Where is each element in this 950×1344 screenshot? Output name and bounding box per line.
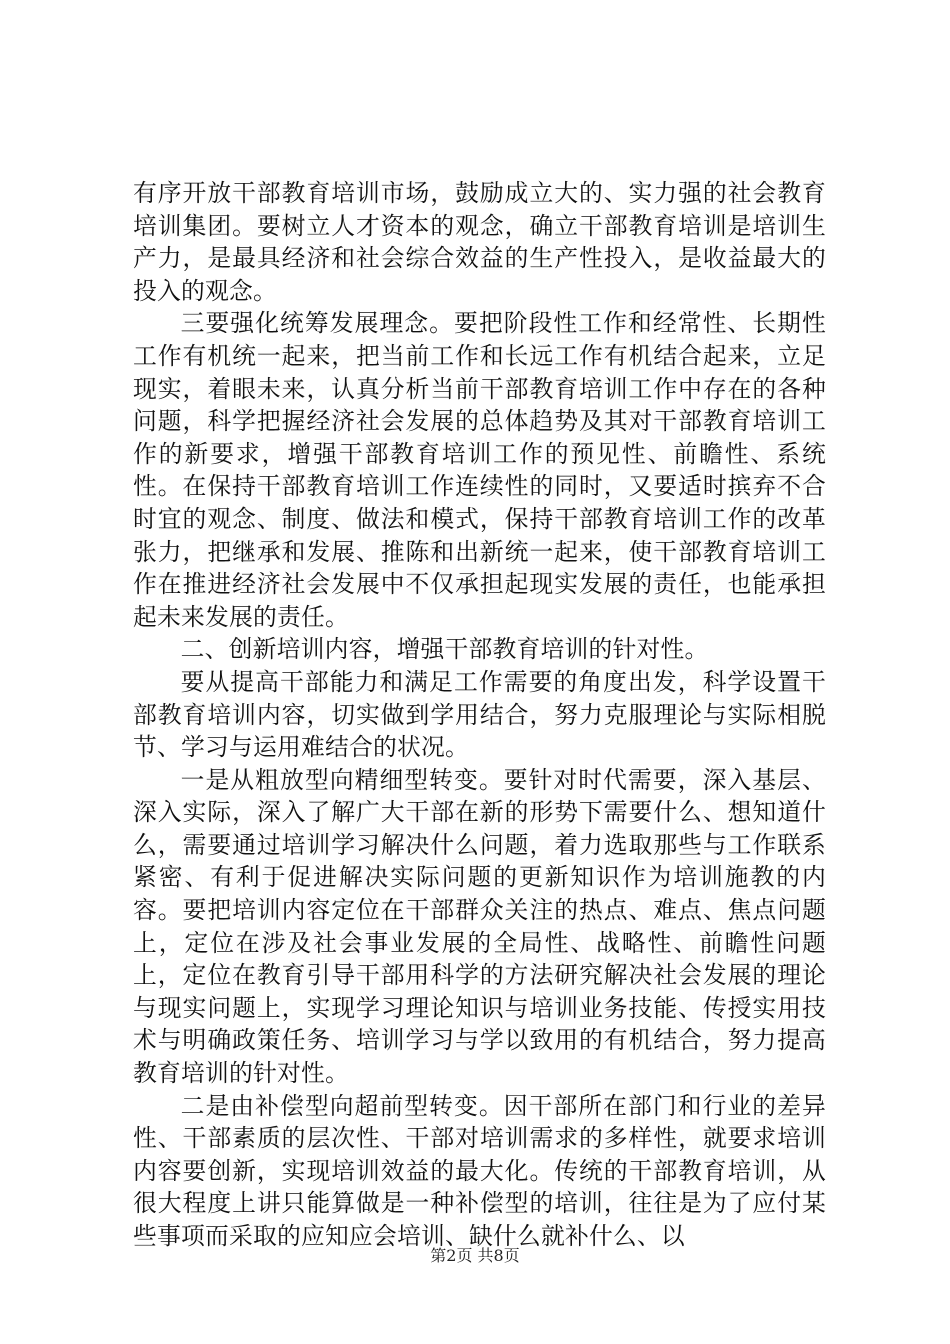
document-body (133, 177, 826, 1253)
paragraph-coordinated-development: 三要强化统筹发展理念。要把阶段性工作和经常性、长期性工作有机统一起来，把当前工作和长远工作有机结合起来，立足现实，着眼未来，认真分析当前干部教育培训工作中存在的各种问题，科学把握经济社会发展的总体趋势及其对干部教育培训工作的新要求，增强干部教育培训工作的预见性、前瞻性、系统性。在保持干部教育培训工作连续性的同时，又要适时摈弃不合时宜的观念、制度、做法和模式，保持干部教育培训工作的改革张力，把继承和发展、推陈和出新统一起来，使干部教育培训工作在推进经济社会发展中不仅承担起现实发展的责任，也能承担起未来发展的责任。 (133, 309, 826, 631)
page-footer: 第2页 共8页 (430, 1246, 520, 1265)
paragraph-forward-looking-transition: 二是由补偿型向超前型转变。因干部所在部门和行业的差异性、干部素质的层次性、干部对培训需求的多样性，就要求培训内容要创新，实现培训效益的最大化。传统的干部教育培训，从很大程度上讲只能算做是一种补偿型的培训，往往是为了应付某些事项而采取的应知应会培训、缺什么就补什么、以 (133, 1091, 826, 1250)
section-heading-training-content: 二、创新培训内容，增强干部教育培训的针对性。 (180, 635, 709, 664)
paragraph-refined-transition: 一是从粗放型向精细型转变。要针对时代需要，深入基层、深入实际，深入了解广大干部在新的形势下需要什么、想知道什么，需要通过培训学习解决什么问题，着力选取那些与工作联系紧密、有利于促进解决实际问题的更新知识作为培训施教的内容。要把培训内容定位在干部群众关注的热点、难点、焦点问题上，定位在涉及社会事业发展的全局性、战略性、前瞻性问题上，定位在教育引导干部用科学的方法研究解决社会发展的理论与现实问题上，实现学习理论知识与培训业务技能、传授实用技术与明确政策任务、培训学习与学以致用的有机结合，努力提高教育培训的针对性。 (133, 765, 826, 1088)
paragraph-training-content-intro: 要从提高干部能力和满足工作需要的角度出发，科学设置干部教育培训内容，切实做到学用结合，努力克服理论与实际相脱节、学习与运用难结合的状况。 (133, 667, 826, 762)
paragraph-continuation: 有序开放干部教育培训市场，鼓励成立大的、实力强的社会教育培训集团。要树立人才资本的观念，确立干部教育培训是培训生产力，是最具经济和社会综合效益的生产性投入，是收益最大的投入的观念。 (133, 179, 826, 305)
